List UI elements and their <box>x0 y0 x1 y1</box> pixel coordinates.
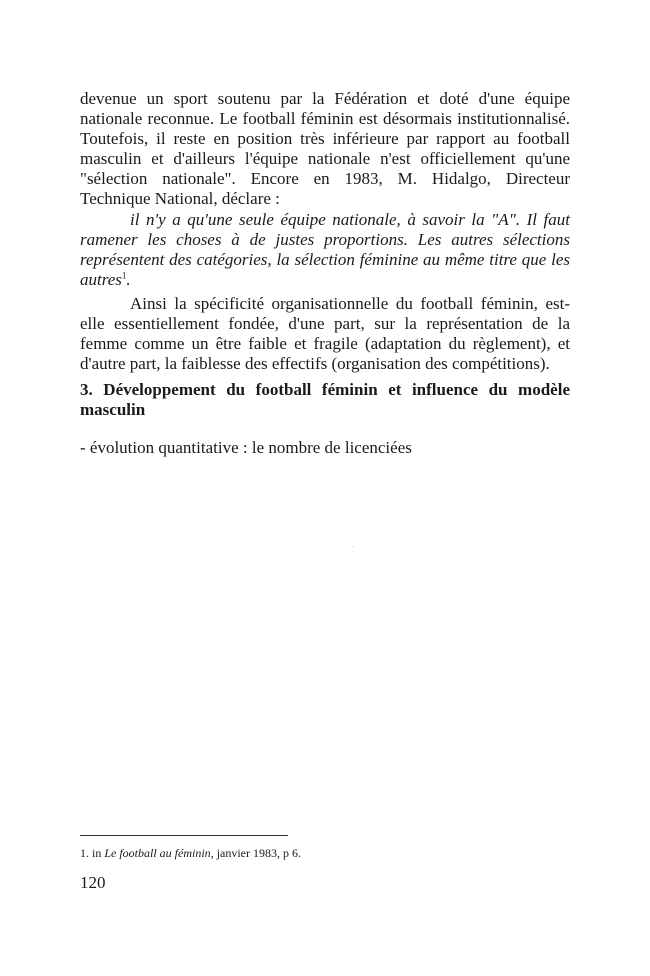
footnote-number: 1. <box>80 846 89 860</box>
page-number: 120 <box>80 873 106 892</box>
footnote-prefix: in <box>89 846 105 860</box>
block-quote <box>80 210 570 290</box>
section-heading: 3. Développement du football féminin et influence du modèle masculin <box>80 380 570 419</box>
quote-tail: . <box>126 270 131 289</box>
scan-speck <box>352 546 353 547</box>
list-item: - évolution quantitative : le nombre de licenciées <box>80 438 412 457</box>
body-paragraph-2: Ainsi la spécificité organisationnelle du football féminin, est-elle essentiellement fondée, d'une part, sur la représentation de la femme comme un être faible et fragile (adaptation du règlement), et d'autre part, la faiblesse des effectifs (organisation des compétitions). <box>80 294 570 373</box>
body-paragraph-1: devenue un sport soutenu par la Fédération et doté d'une équipe nationale reconnue. Le football féminin est désormais institutionnalisé. Toutefois, il reste en position très inférieure par rapport au football masculin et d'ailleurs l'équipe nationale n'est officiellement qu'une "sélection nationale". Encore en 1983, M. Hidalgo, Directeur Technique National, déclare : <box>80 89 570 208</box>
footnote-reference[interactable]: 1 <box>121 270 127 281</box>
footnote-title: Le football au féminin <box>104 846 211 860</box>
footnote <box>80 846 570 860</box>
quote-text: il n'y a qu'une seule équipe nationale, à savoir la "A". Il faut ramener les choses à de justes proportions. Les autres sélections représentent des catégories, la sélection féminine au même titre que les autres <box>80 210 570 289</box>
footnote-suffix: , janvier 1983, p 6. <box>210 846 302 860</box>
footnote-divider <box>80 835 288 836</box>
